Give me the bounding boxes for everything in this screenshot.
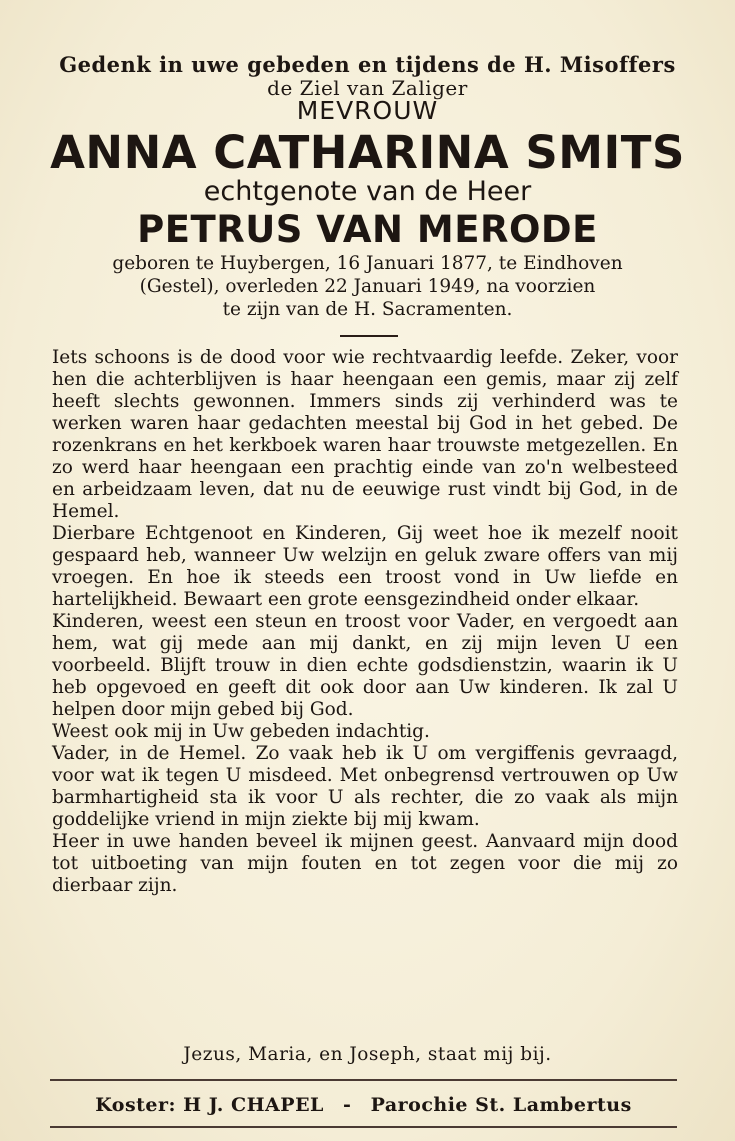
footer <box>50 1094 677 1116</box>
parish-label: Parochie St. Lambertus <box>370 1094 632 1116</box>
footer-bottom-rule <box>50 1126 677 1128</box>
dates-line-2: (Gestel), overleden 22 Januari 1949, na voorzien <box>139 276 596 297</box>
footer-dash: - <box>343 1094 352 1116</box>
deceased-name: ANNA CATHARINA SMITS <box>50 126 685 179</box>
footer-top-rule <box>50 1079 677 1081</box>
dates-block <box>50 252 685 321</box>
paragraph-3: Kinderen, weest een steun en troost voor Vader, en vergoedt aan hem, wat gij mede aan mij dankt, en zij mijn leven U een voorbeeld. Blijft trouw in dien echte godsdienstzin, waarin ik U heb opgevoed en geeft dit ook door aan Uw kinderen. Ik zal U helpen door mijn gebed bij God. <box>52 611 678 720</box>
koster-label: Koster: H J. CHAPEL <box>95 1094 324 1116</box>
intro-line: Gedenk in uwe gebeden en tijdens de H. Misoffers <box>59 52 676 77</box>
dates-line-1: geboren te Huybergen, 16 Januari 1877, te Eindhoven <box>112 253 623 274</box>
paragraph-1: Iets schoons is de dood voor wie rechtvaardig leefde. Zeker, voor hen die achterblijven is haar heengaan een gemis, maar zij zelf heeft slechts gewonnen. Immers sinds zij verhinderd was te werken waren haar gedachten meestal bij God in het gebed. De rozenkrans en het kerkboek waren haar trouwste metgezellen. En zo werd haar heengaan een prachtig einde van zo'n welbesteed en arbeidzaam leven, dat nu de eeuwige rust vindt bij God, in de Hemel. <box>52 347 678 522</box>
dates-line-3: te zijn van de H. Sacramenten. <box>222 299 513 320</box>
short-divider <box>340 335 398 337</box>
soul-line: de Ziel van Zaliger <box>267 76 468 100</box>
paragraph-5: Vader, in de Hemel. Zo vaak heb ik U om vergiffenis gevraagd, voor wat ik tegen U misdeed. Met onbegrensd vertrouwen op Uw barmhartigheid sta ik voor U als rechter, die zo vaak als mijn goddelijke vriend in mijn ziekte bij mij kwam. <box>52 743 678 830</box>
closing-invocation: Jezus, Maria, en Joseph, staat mij bij. <box>183 1044 552 1065</box>
paragraph-4: Weest ook mij in Uw gebeden indachtig. <box>52 721 430 742</box>
paragraph-2: Dierbare Echtgenoot en Kinderen, Gij weet hoe ik mezelf nooit gespaard heb, wanneer Uw welzijn en geluk zware offers van mij vroegen. En hoe ik steeds een troost vond in Uw liefde en hartelijkheid. Bewaart een grote eensgezindheid onder elkaar. <box>52 523 678 610</box>
paragraph-6: Heer in uwe handen beveel ik mijnen geest. Aanvaard mijn dood tot uitboeting van mijn fouten en tot zegen voor die mij zo dierbaar zijn. <box>52 831 678 896</box>
title-line: MEVROUW <box>296 96 439 125</box>
spouse-name: PETRUS VAN MERODE <box>137 208 598 251</box>
prayer-text <box>52 347 678 897</box>
spouse-intro: echtgenote van de Heer <box>203 176 532 207</box>
